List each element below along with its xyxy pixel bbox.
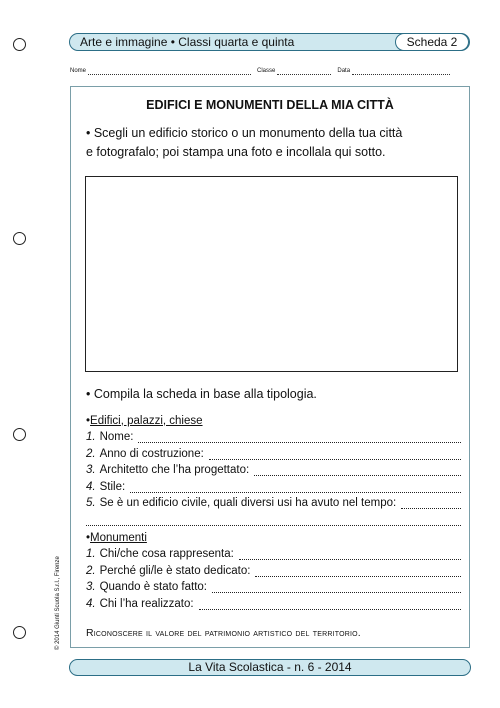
item-label: Quando è stato fatto: (99, 581, 208, 593)
edifici-row-1[interactable] (86, 427, 461, 444)
monumenti-row-4[interactable] (86, 593, 461, 610)
instruction-photo-line2: e fotografalo; poi stampa una foto e incollala qui sotto. (86, 145, 386, 159)
answer-line[interactable] (212, 583, 461, 593)
edifici-row-3[interactable] (86, 460, 461, 477)
monumenti-bullet: • (86, 531, 91, 544)
item-number: 2. (86, 564, 96, 577)
monumenti-row-2[interactable] (86, 560, 461, 577)
item-number: 4. (86, 597, 96, 610)
answer-line[interactable] (199, 600, 461, 610)
monumenti-heading: Monumenti (90, 531, 147, 544)
copyright-notice: © 2014 Giunti Scuola S.r.l., Firenze (55, 556, 61, 650)
header-banner (69, 33, 470, 51)
name-label: Nome (70, 68, 87, 74)
date-line[interactable] (352, 68, 450, 75)
answer-line[interactable] (239, 550, 461, 560)
monumenti-row-1[interactable] (86, 544, 461, 561)
date-label: Data (337, 68, 351, 74)
item-label: Stile: (99, 480, 126, 493)
answer-line[interactable] (209, 450, 461, 460)
answer-line[interactable] (401, 499, 461, 509)
binder-hole-4 (13, 626, 26, 639)
instruction-photo-line1: • Scegli un edificio storico o un monumento della tua città (86, 126, 403, 140)
sheet-number: Scheda 2 (395, 33, 469, 51)
item-label: Chi l’ha realizzato: (99, 597, 194, 610)
item-number: 3. (86, 581, 96, 593)
binder-hole-2 (13, 232, 26, 245)
monumenti-row-3[interactable] (86, 577, 461, 594)
answer-line[interactable] (254, 466, 461, 476)
item-label: Perché gli/le è stato dedicato: (99, 564, 251, 577)
item-label: Chi/che cosa rappresenta: (99, 548, 234, 560)
footer-banner: La Vita Scolastica - n. 6 - 2014 (69, 659, 471, 676)
name-line[interactable] (88, 68, 251, 75)
edifici-row-4[interactable] (86, 476, 461, 493)
edifici-bullet: • (86, 414, 91, 427)
edifici-heading: Edifici, palazzi, chiese (90, 414, 203, 427)
item-number: 4. (86, 480, 96, 493)
instruction-photo (86, 124, 461, 162)
answer-line[interactable] (255, 567, 461, 577)
item-label: Anno di costruzione: (99, 447, 204, 460)
learning-goal: Riconoscere il valore del patrimonio artistico del territorio. (86, 627, 361, 639)
subject-title: Arte e immagine • Classi quarta e quinta (80, 35, 295, 49)
item-label: Se è un edificio civile, quali diversi usi ha avuto nel tempo: (99, 497, 397, 509)
item-label: Nome: (99, 431, 134, 443)
instruction-form: • Compila la scheda in base alla tipologia. (86, 387, 317, 401)
class-label: Classe (257, 68, 276, 74)
class-line[interactable] (277, 68, 331, 75)
answer-line[interactable] (130, 483, 461, 493)
item-number: 2. (86, 447, 96, 460)
edifici-row-2[interactable] (86, 443, 461, 460)
binder-hole-1 (13, 38, 26, 51)
answer-line[interactable] (86, 516, 461, 526)
photo-paste-box[interactable] (85, 176, 458, 372)
edifici-section (86, 410, 461, 526)
worksheet-frame (70, 86, 470, 648)
answer-line[interactable] (138, 433, 461, 443)
item-number: 1. (86, 548, 96, 560)
edifici-row-5-continued[interactable] (86, 509, 461, 526)
monumenti-section (86, 527, 461, 610)
student-info-row (70, 68, 470, 75)
item-number: 5. (86, 497, 96, 509)
item-label: Architetto che l’ha progettato: (99, 464, 250, 476)
worksheet-title: EDIFICI E MONUMENTI DELLA MIA CITTÀ (146, 98, 394, 112)
item-number: 1. (86, 431, 96, 443)
item-number: 3. (86, 464, 96, 476)
edifici-row-5[interactable] (86, 493, 461, 510)
binder-hole-3 (13, 428, 26, 441)
